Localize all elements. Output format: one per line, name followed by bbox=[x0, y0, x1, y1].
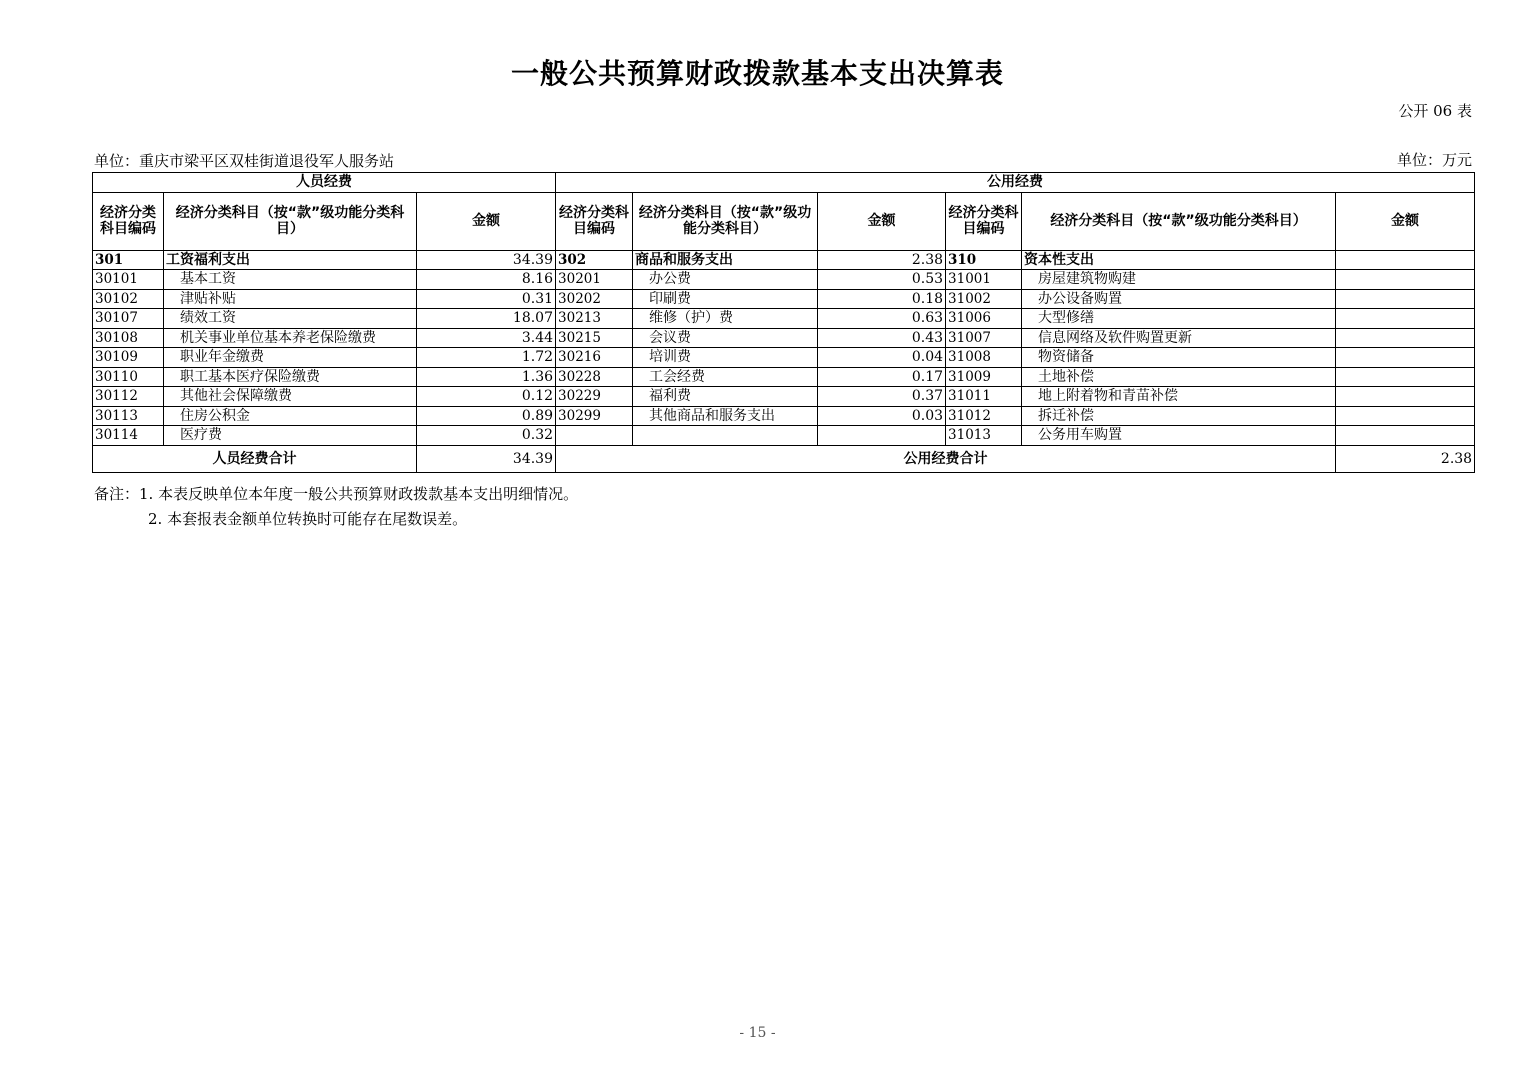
col-header-subject: 经济分类科目（按“款”级功能分类科目） bbox=[1022, 192, 1336, 250]
item-amount bbox=[1336, 406, 1475, 426]
currency-unit: 单位：万元 bbox=[1396, 151, 1472, 169]
item-code: 31009 bbox=[946, 367, 1022, 387]
item-amount: 8.16 bbox=[417, 270, 556, 290]
item-name: 津贴补贴 bbox=[164, 289, 417, 309]
item-name: 绩效工资 bbox=[164, 309, 417, 329]
table-row bbox=[93, 348, 1475, 368]
item-code: 30107 bbox=[93, 309, 164, 329]
item-code: 31001 bbox=[946, 270, 1022, 290]
item-name: 福利费 bbox=[633, 387, 818, 407]
item-name: 土地补偿 bbox=[1022, 367, 1336, 387]
category-name: 资本性支出 bbox=[1022, 250, 1336, 270]
item-amount: 0.32 bbox=[417, 426, 556, 446]
item-code bbox=[556, 426, 633, 446]
col-header-code: 经济分类科目编码 bbox=[946, 192, 1022, 250]
table-row bbox=[93, 406, 1475, 426]
col-header-code: 经济分类科目编码 bbox=[93, 192, 164, 250]
table-row bbox=[93, 387, 1475, 407]
item-name: 物资储备 bbox=[1022, 348, 1336, 368]
item-amount bbox=[1336, 289, 1475, 309]
column-header-row bbox=[93, 192, 1475, 250]
totals-row bbox=[93, 445, 1475, 472]
personnel-section-header: 人员经费 bbox=[93, 173, 556, 193]
public-total-amount: 2.38 bbox=[1336, 445, 1475, 472]
table-row bbox=[93, 270, 1475, 290]
table-row bbox=[93, 309, 1475, 329]
item-code: 31006 bbox=[946, 309, 1022, 329]
item-code: 30216 bbox=[556, 348, 633, 368]
item-name: 维修（护）费 bbox=[633, 309, 818, 329]
item-amount: 0.89 bbox=[417, 406, 556, 426]
item-name: 大型修缮 bbox=[1022, 309, 1336, 329]
col-header-amount: 金额 bbox=[818, 192, 946, 250]
item-amount bbox=[1336, 328, 1475, 348]
item-amount bbox=[818, 426, 946, 446]
item-name: 基本工资 bbox=[164, 270, 417, 290]
item-amount: 1.36 bbox=[417, 367, 556, 387]
item-amount bbox=[1336, 387, 1475, 407]
item-name: 培训费 bbox=[633, 348, 818, 368]
personnel-total-amount: 34.39 bbox=[417, 445, 556, 472]
item-code: 31002 bbox=[946, 289, 1022, 309]
item-name: 工会经费 bbox=[633, 367, 818, 387]
col-header-subject: 经济分类科目（按“款”级功能分类科目） bbox=[164, 192, 417, 250]
item-code: 31008 bbox=[946, 348, 1022, 368]
item-name: 印刷费 bbox=[633, 289, 818, 309]
category-code: 302 bbox=[556, 250, 633, 270]
category-amount: 34.39 bbox=[417, 250, 556, 270]
item-code: 31011 bbox=[946, 387, 1022, 407]
item-code: 31007 bbox=[946, 328, 1022, 348]
item-code: 30102 bbox=[93, 289, 164, 309]
item-name bbox=[633, 426, 818, 446]
table-row bbox=[93, 328, 1475, 348]
page-number: - 15 - bbox=[739, 1025, 776, 1041]
item-amount: 1.72 bbox=[417, 348, 556, 368]
item-name: 其他社会保障缴费 bbox=[164, 387, 417, 407]
item-code: 30109 bbox=[93, 348, 164, 368]
item-code: 30215 bbox=[556, 328, 633, 348]
col-header-amount: 金额 bbox=[417, 192, 556, 250]
col-header-subject: 经济分类科目（按“款”级功能分类科目） bbox=[633, 192, 818, 250]
item-code: 30213 bbox=[556, 309, 633, 329]
note-line-1: 备注：1. 本表反映单位本年度一般公共预算财政拨款基本支出明细情况。 bbox=[94, 485, 579, 503]
item-name: 信息网络及软件购置更新 bbox=[1022, 328, 1336, 348]
item-code: 30108 bbox=[93, 328, 164, 348]
item-amount bbox=[1336, 426, 1475, 446]
item-amount: 0.31 bbox=[417, 289, 556, 309]
item-name: 职业年金缴费 bbox=[164, 348, 417, 368]
item-name: 房屋建筑物购建 bbox=[1022, 270, 1336, 290]
item-name: 会议费 bbox=[633, 328, 818, 348]
item-name: 医疗费 bbox=[164, 426, 417, 446]
expenditure-table bbox=[92, 172, 1475, 473]
notes bbox=[94, 482, 578, 532]
item-amount: 0.03 bbox=[818, 406, 946, 426]
category-row bbox=[93, 250, 1475, 270]
reporting-unit: 单位：重庆市梁平区双桂街道退役军人服务站 bbox=[94, 152, 395, 170]
personnel-total-label: 人员经费合计 bbox=[93, 445, 417, 472]
section-header-row bbox=[93, 173, 1475, 193]
category-code: 301 bbox=[93, 250, 164, 270]
item-code: 30202 bbox=[556, 289, 633, 309]
item-amount: 3.44 bbox=[417, 328, 556, 348]
col-header-amount: 金额 bbox=[1336, 192, 1475, 250]
item-name: 办公设备购置 bbox=[1022, 289, 1336, 309]
item-amount: 0.17 bbox=[818, 367, 946, 387]
item-code: 30112 bbox=[93, 387, 164, 407]
item-name: 机关事业单位基本养老保险缴费 bbox=[164, 328, 417, 348]
item-code: 30229 bbox=[556, 387, 633, 407]
item-code: 30101 bbox=[93, 270, 164, 290]
category-amount: 2.38 bbox=[818, 250, 946, 270]
note-line-2: 2. 本套报表金额单位转换时可能存在尾数误差。 bbox=[148, 510, 468, 528]
item-code: 30201 bbox=[556, 270, 633, 290]
table-row bbox=[93, 426, 1475, 446]
item-code: 31013 bbox=[946, 426, 1022, 446]
item-amount: 0.63 bbox=[818, 309, 946, 329]
item-code: 31012 bbox=[946, 406, 1022, 426]
table-row bbox=[93, 289, 1475, 309]
item-amount: 0.18 bbox=[818, 289, 946, 309]
category-code: 310 bbox=[946, 250, 1022, 270]
item-code: 30299 bbox=[556, 406, 633, 426]
item-amount: 18.07 bbox=[417, 309, 556, 329]
item-code: 30114 bbox=[93, 426, 164, 446]
item-name: 办公费 bbox=[633, 270, 818, 290]
item-amount bbox=[1336, 348, 1475, 368]
item-name: 地上附着物和青苗补偿 bbox=[1022, 387, 1336, 407]
form-number: 公开 06 表 bbox=[1398, 102, 1472, 120]
public-section-header: 公用经费 bbox=[556, 173, 1475, 193]
category-name: 工资福利支出 bbox=[164, 250, 417, 270]
item-name: 职工基本医疗保险缴费 bbox=[164, 367, 417, 387]
item-name: 公务用车购置 bbox=[1022, 426, 1336, 446]
item-code: 30110 bbox=[93, 367, 164, 387]
item-amount bbox=[1336, 367, 1475, 387]
item-code: 30228 bbox=[556, 367, 633, 387]
public-total-label: 公用经费合计 bbox=[556, 445, 1336, 472]
table-row bbox=[93, 367, 1475, 387]
item-amount: 0.43 bbox=[818, 328, 946, 348]
item-amount: 0.53 bbox=[818, 270, 946, 290]
col-header-code: 经济分类科目编码 bbox=[556, 192, 633, 250]
category-amount bbox=[1336, 250, 1475, 270]
item-name: 拆迁补偿 bbox=[1022, 406, 1336, 426]
item-name: 住房公积金 bbox=[164, 406, 417, 426]
item-amount: 0.12 bbox=[417, 387, 556, 407]
item-amount: 0.37 bbox=[818, 387, 946, 407]
category-name: 商品和服务支出 bbox=[633, 250, 818, 270]
page-title: 一般公共预算财政拨款基本支出决算表 bbox=[510, 57, 1004, 90]
item-name: 其他商品和服务支出 bbox=[633, 406, 818, 426]
item-amount bbox=[1336, 309, 1475, 329]
item-code: 30113 bbox=[93, 406, 164, 426]
item-amount bbox=[1336, 270, 1475, 290]
item-amount: 0.04 bbox=[818, 348, 946, 368]
